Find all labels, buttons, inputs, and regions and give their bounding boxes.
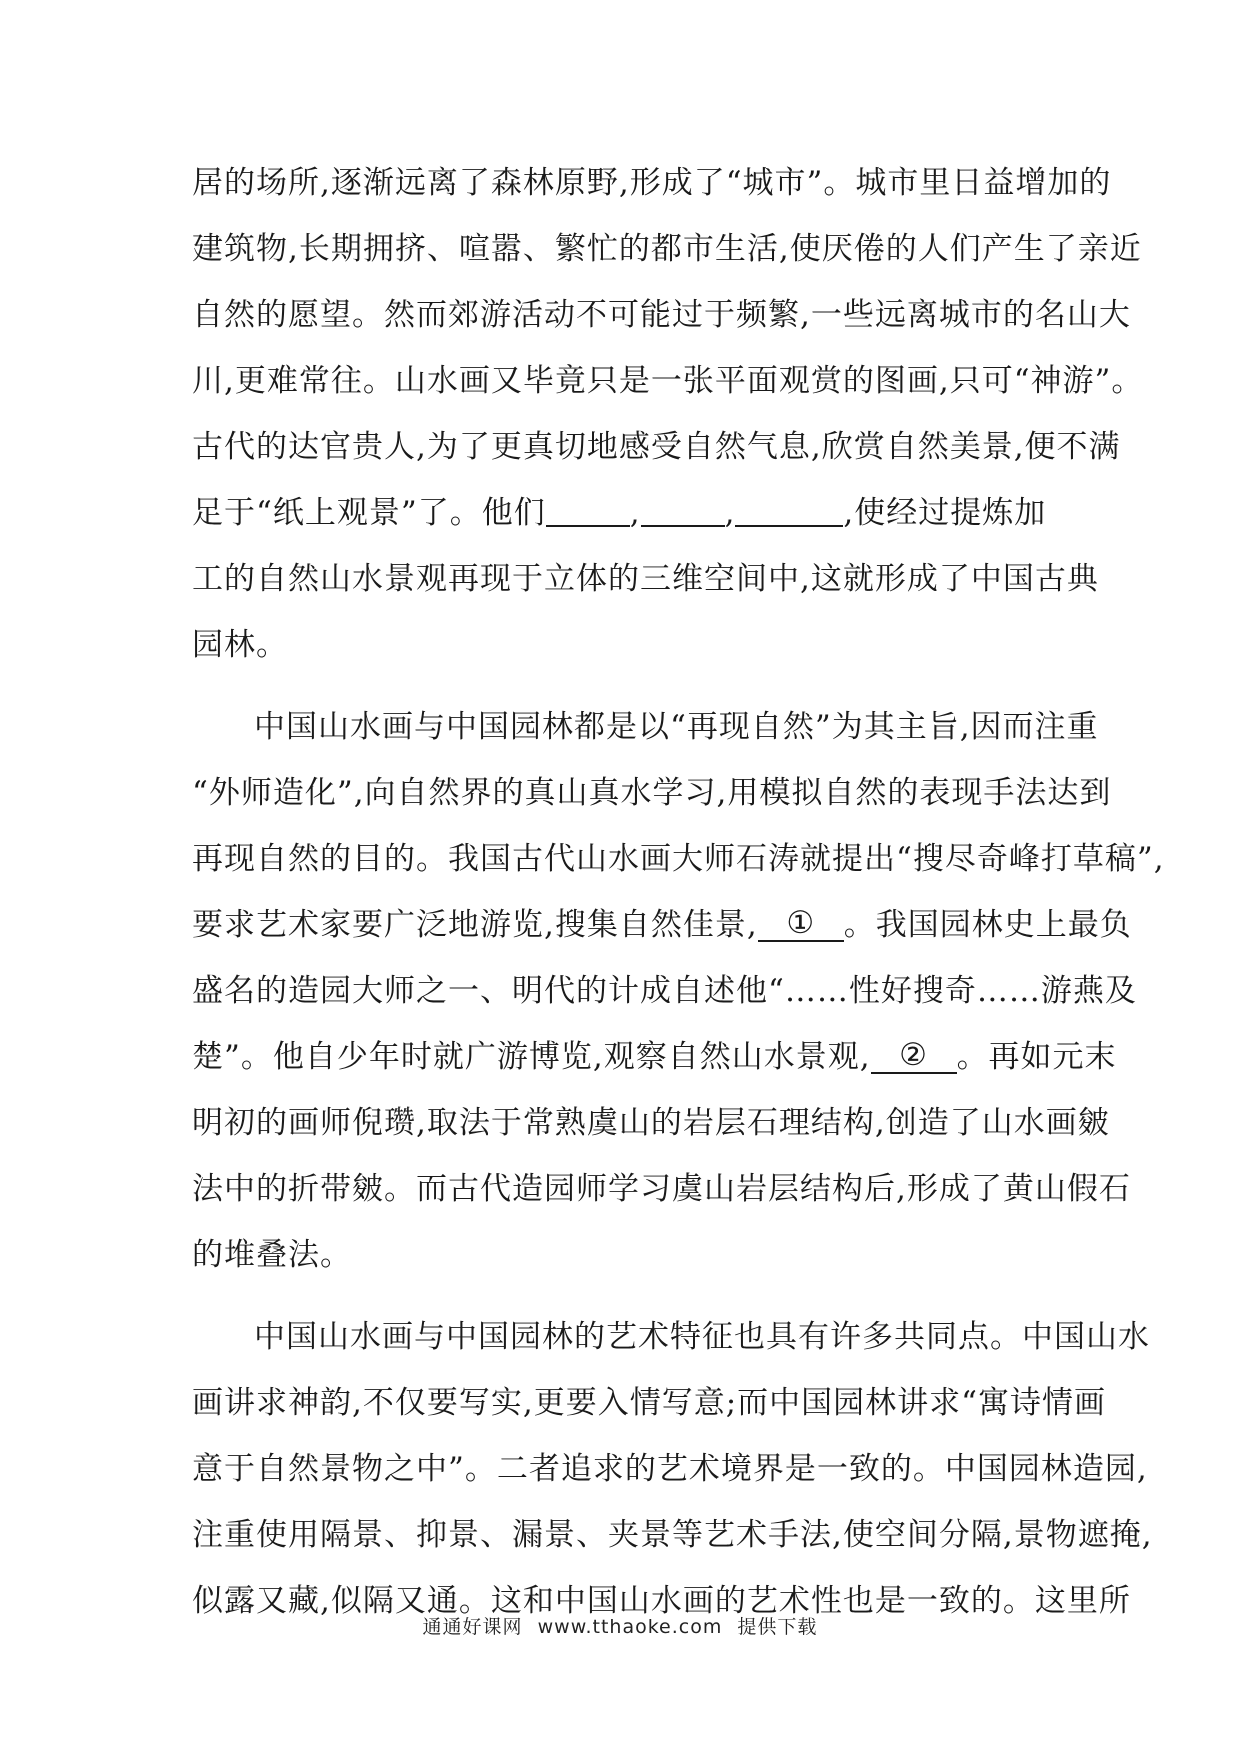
footer-url: www.tthaoke.com: [537, 1616, 723, 1638]
paragraph-gap: [192, 1288, 1072, 1304]
paragraph-gap: [192, 678, 1072, 694]
text-segment: 要求艺术家要广泛地游览,搜集自然佳景,: [192, 907, 758, 943]
text-line-with-blank: [192, 892, 1132, 958]
comma-separator: ,: [724, 495, 736, 531]
text-line: 的堆叠法。: [192, 1237, 352, 1273]
text-line: 自然的愿望。然而郊游活动不可能过于频繁,一些远离城市的名山大: [192, 297, 1131, 333]
fill-blank-1: [546, 491, 630, 527]
numbered-blank-1: ①: [758, 906, 844, 942]
paragraph-1: [192, 150, 1144, 678]
text-line: 中国山水画与中国园林都是以“再现自然”为其主旨,因而注重: [254, 709, 1099, 745]
text-line: 画讲求神韵,不仅要写实,更要入情写意;而中国园林讲求“寓诗情画: [192, 1385, 1106, 1421]
numbered-blank-2: ②: [871, 1038, 957, 1074]
text-line: “外师造化”,向自然界的真山真水学习,用模拟自然的表现手法达到: [192, 775, 1112, 811]
text-line: 似露又藏,似隔又通。这和中国山水画的艺术性也是一致的。这里所: [192, 1583, 1131, 1619]
paragraph-2: [192, 694, 1165, 1288]
text-line: 意于自然景物之中”。二者追求的艺术境界是一致的。中国园林造园,: [192, 1451, 1148, 1487]
text-line: 注重使用隔景、抑景、漏景、夹景等艺术手法,使空间分隔,景物遮掩,: [192, 1517, 1153, 1553]
text-line: 再现自然的目的。我国古代山水画大师石涛就提出“搜尽奇峰打草稿”,: [192, 841, 1165, 877]
text-line: 法中的折带皴。而古代造园师学习虞山岩层结构后,形成了黄山假石: [192, 1171, 1131, 1207]
text-line: 川,更难常往。山水画又毕竟只是一张平面观赏的图画,只可“神游”。: [192, 363, 1144, 399]
text-line: 工的自然山水景观再现于立体的三维空间中,这就形成了中国古典: [192, 561, 1099, 597]
footer-site-name: 通通好课网: [422, 1616, 523, 1638]
footer-note: 提供下载: [737, 1616, 818, 1638]
fill-blank-2: [641, 491, 725, 527]
text-line-with-blank: [192, 1024, 1117, 1090]
article-body: [192, 150, 1165, 1634]
text-segment: 足于“纸上观景”了。他们: [192, 495, 546, 531]
text-line: 明初的画师倪瓒,取法于常熟虞山的岩层石理结构,创造了山水画皴: [192, 1105, 1110, 1141]
text-segment: ,使经过提炼加: [843, 495, 1047, 531]
fill-blank-3: [735, 491, 843, 527]
paragraph-3: [192, 1304, 1153, 1634]
text-line: 建筑物,长期拥挤、喧嚣、繁忙的都市生活,使厌倦的人们产生了亲近: [192, 231, 1142, 267]
text-line: 居的场所,逐渐远离了森林原野,形成了“城市”。城市里日益增加的: [192, 165, 1112, 201]
text-segment: 。再如元末: [956, 1039, 1117, 1075]
text-line: 古代的达官贵人,为了更真切地感受自然气息,欣赏自然美景,便不满: [192, 429, 1121, 465]
text-line: 中国山水画与中国园林的艺术特征也具有许多共同点。中国山水: [254, 1319, 1150, 1355]
text-segment: 。我国园林史上最负: [843, 907, 1132, 943]
text-line: 园林。: [192, 627, 288, 663]
text-line-with-blanks: [192, 480, 1072, 546]
text-line: 盛名的造园大师之一、明代的计成自述他“……性好搜奇……游燕及: [192, 973, 1137, 1009]
comma-separator: ,: [629, 495, 641, 531]
page-footer: [0, 1612, 1240, 1639]
text-segment: 楚”。他自少年时就广游博览,观察自然山水景观,: [192, 1039, 871, 1075]
